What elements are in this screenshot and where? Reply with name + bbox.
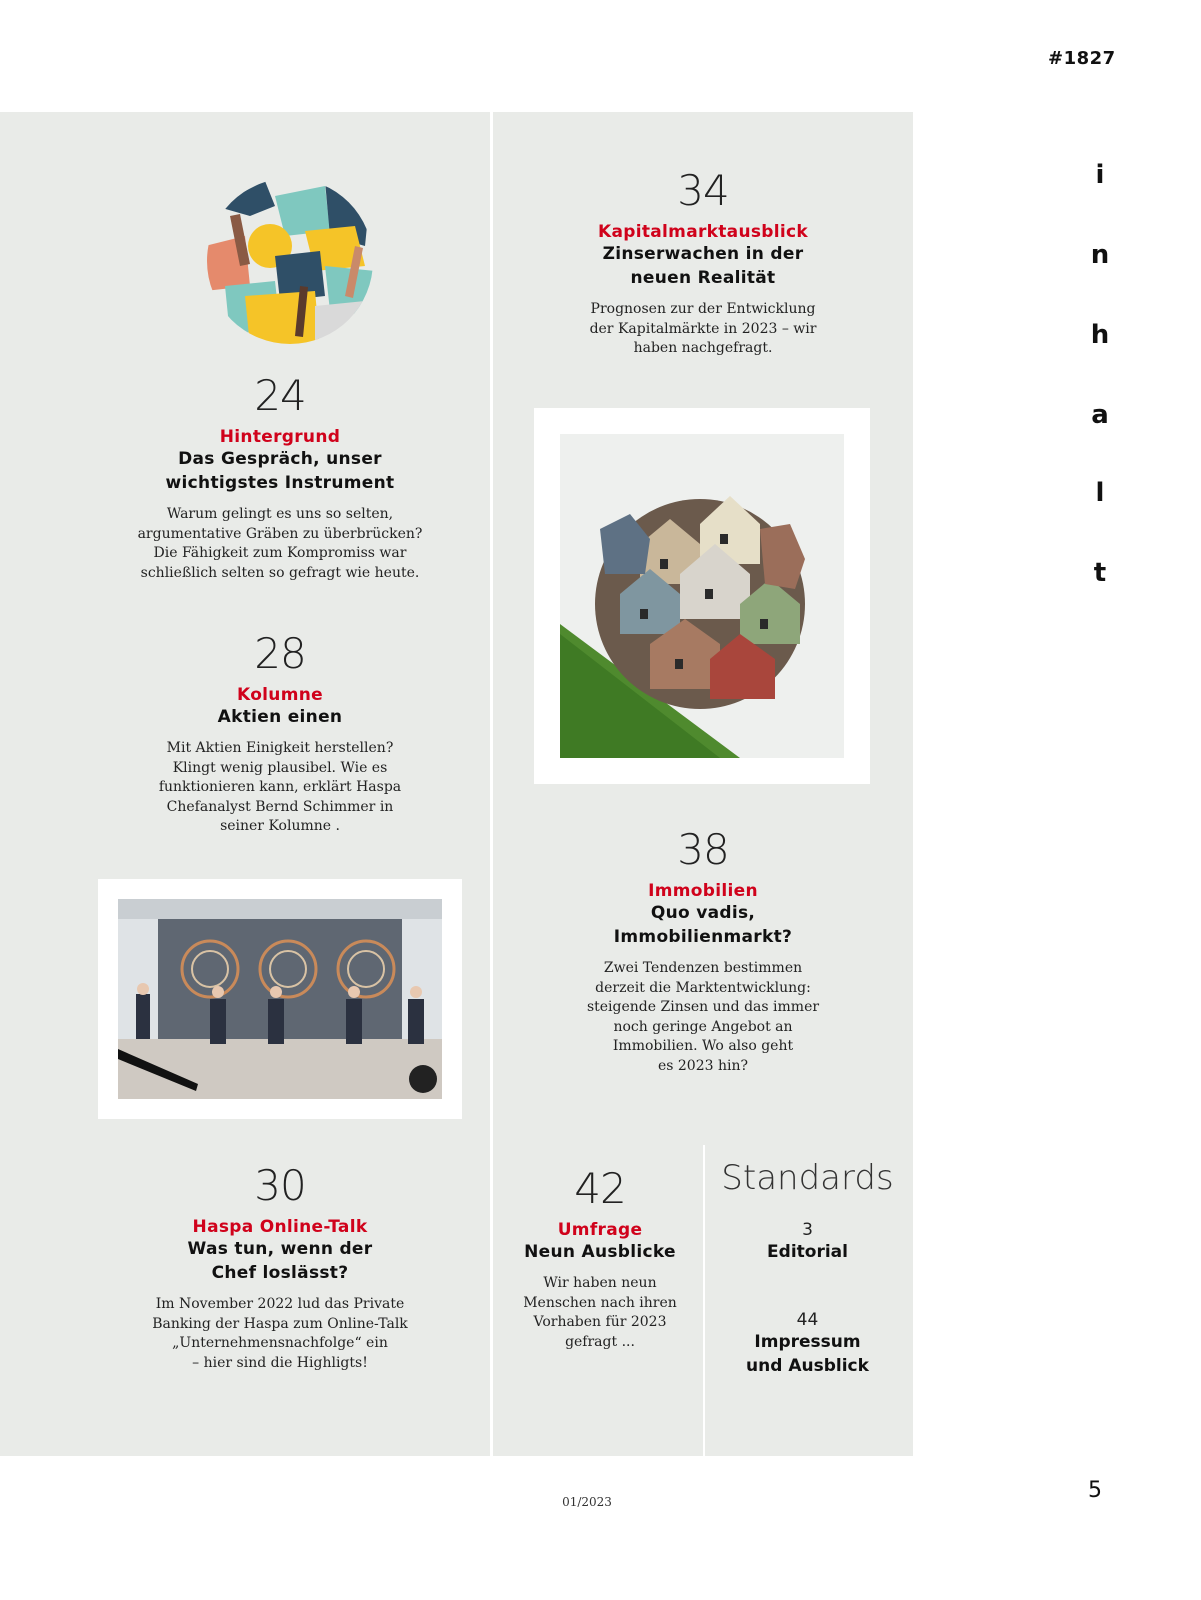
online-talk-photo — [118, 899, 442, 1099]
page-number: 34 — [677, 166, 729, 215]
vertical-title-letter: h — [1090, 320, 1110, 350]
standards-item-title: Editorial — [767, 1242, 848, 1262]
article-kicker: Haspa Online-Talk — [192, 1217, 368, 1237]
article-kicker: Umfrage — [557, 1220, 643, 1240]
article-30[interactable] — [80, 1161, 480, 1373]
page-number-footer: 5 — [1088, 1478, 1102, 1503]
article-34[interactable] — [503, 166, 903, 359]
article-description: Warum gelingt es uns so selten, argumentative Gräben zu überbrücken? Die Fähigkeit zum Kompromiss war schließlich selten so gefragt wie heute. — [137, 506, 423, 581]
article-title: Zinserwachen in der neuen Realität — [602, 244, 804, 288]
article-description: Mit Aktien Einigkeit herstellen? Klingt wenig plausibel. Wie es funktionieren kann, erklärt Haspa Chefanalyst Bernd Schimmer in seiner Kolumne . — [158, 740, 402, 834]
page-number: 24 — [254, 371, 306, 420]
article-description: Prognosen zur der Entwicklung der Kapitalmärkte in 2023 – wir haben nachgefragt. — [589, 301, 817, 356]
article-title: Aktien einen — [217, 707, 343, 727]
article-description: Wir haben neun Menschen nach ihren Vorhaben für 2023 gefragt ... — [523, 1275, 677, 1350]
article-42[interactable] — [500, 1164, 700, 1352]
article-24[interactable] — [80, 371, 480, 583]
standards-item-impressum[interactable] — [705, 1310, 910, 1378]
vertical-title-letter: l — [1095, 478, 1105, 508]
page-number: 30 — [254, 1161, 306, 1210]
page-number: 44 — [796, 1310, 819, 1330]
article-kicker: Kolumne — [237, 685, 323, 705]
issue-number: #1827 — [1048, 48, 1116, 69]
article-28[interactable] — [80, 629, 480, 837]
page-number: 42 — [574, 1164, 626, 1213]
standards-item-editorial[interactable] — [705, 1220, 910, 1264]
online-talk-photo-frame — [98, 879, 462, 1119]
article-description: Zwei Tendenzen bestimmen derzeit die Marktentwicklung: steigende Zinsen und das immer noch geringe Angebot an Immobilien. Wo also geht es 2023 hin? — [586, 960, 820, 1074]
article-description: Im November 2022 lud das Private Banking der Haspa zum Online-Talk „Unternehmensnachfolge“ ein – hier sind die Highligts! — [152, 1296, 408, 1371]
vertical-title-letter: i — [1095, 160, 1105, 190]
article-kicker: Immobilien — [648, 881, 758, 901]
houses-ball-photo-frame — [534, 408, 870, 784]
vertical-title-letter: t — [1093, 558, 1107, 588]
article-title: Das Gespräch, unser wichtigstes Instrument — [165, 449, 395, 493]
vertical-title-letter: n — [1090, 240, 1110, 270]
houses-ball-photo — [560, 434, 844, 758]
vertical-title-letter: a — [1091, 400, 1109, 430]
speech-bubbles-illustration — [205, 176, 375, 346]
page-number: 3 — [802, 1220, 813, 1240]
article-kicker: Kapitalmarktausblick — [598, 222, 808, 242]
page-number: 38 — [677, 825, 729, 874]
standards-heading: Standards — [721, 1158, 894, 1198]
column-divider — [703, 1145, 705, 1456]
article-kicker: Hintergrund — [219, 427, 341, 447]
page-number: 28 — [254, 629, 306, 678]
article-title: Neun Ausblicke — [524, 1242, 676, 1262]
standards-item-title: Impressum und Ausblick — [746, 1332, 869, 1376]
article-title: Was tun, wenn der Chef loslässt? — [187, 1239, 373, 1283]
article-title: Quo vadis, Immobilienmarkt? — [613, 903, 793, 947]
article-38[interactable] — [503, 825, 903, 1076]
footer-issue: 01/2023 — [562, 1495, 612, 1509]
